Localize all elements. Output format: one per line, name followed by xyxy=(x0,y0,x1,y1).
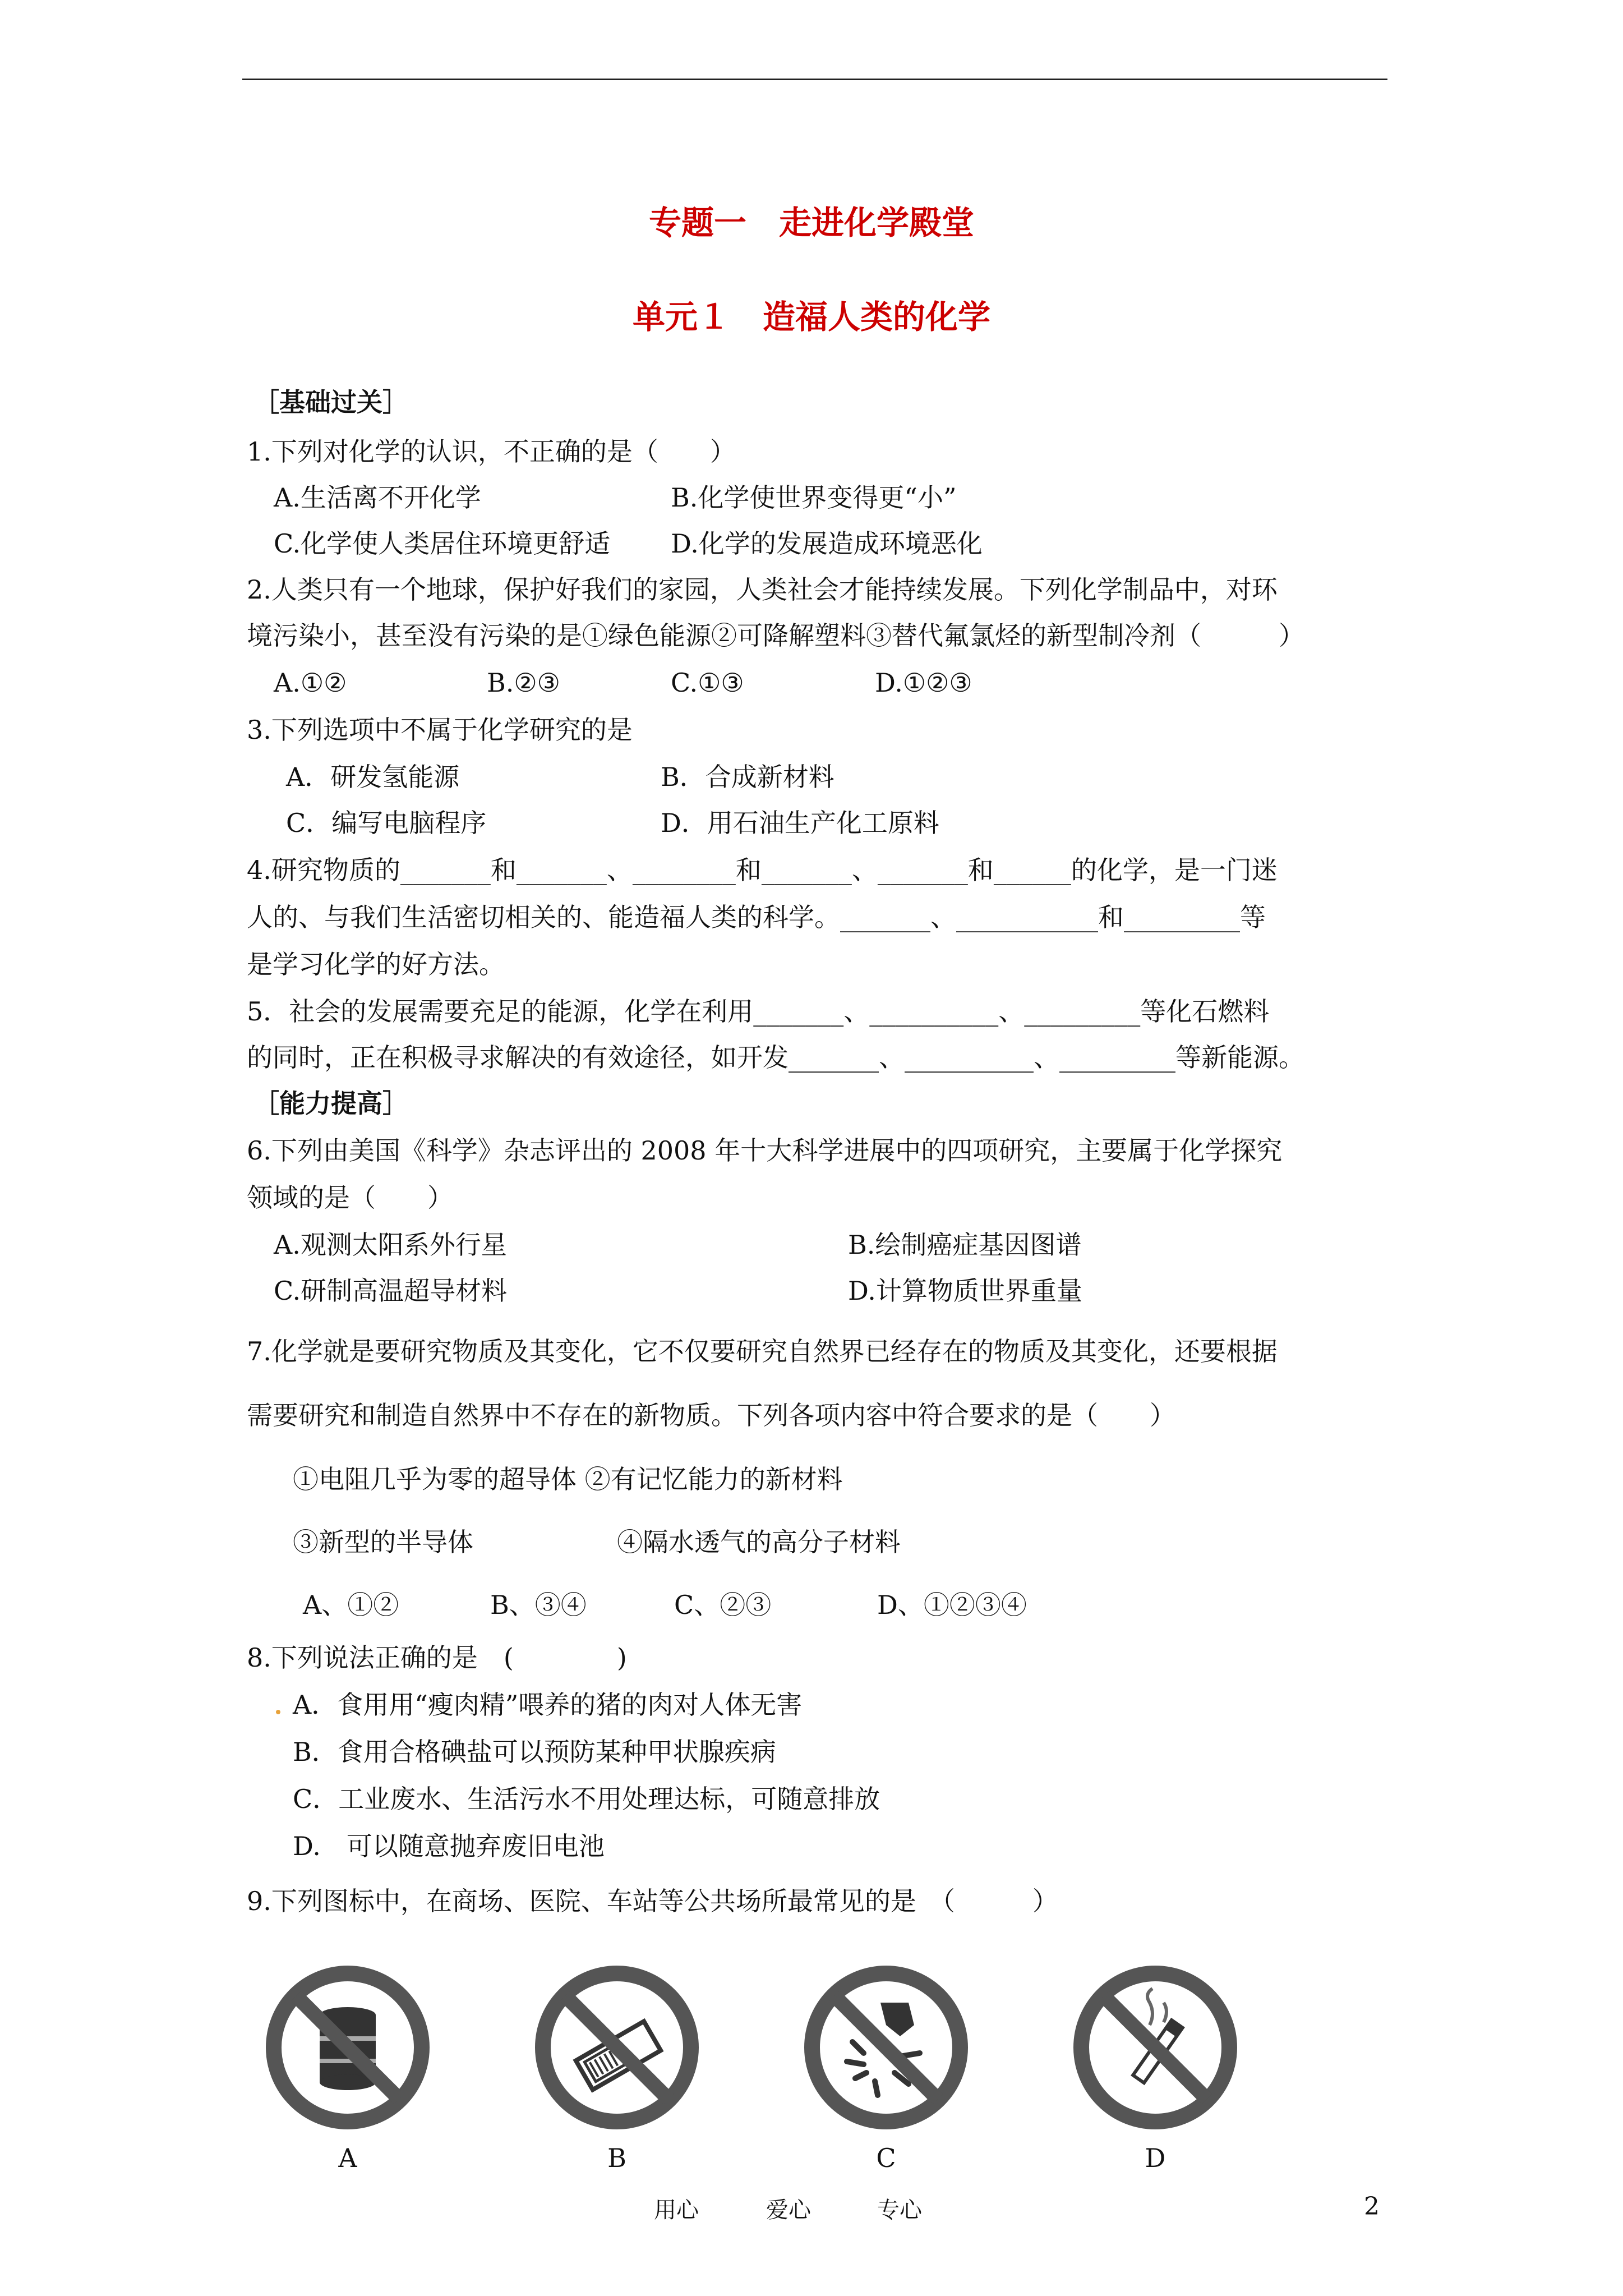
q3-option-a: A．研发氢能源 xyxy=(286,762,460,792)
q7-line-1: 7.化学就是要研究物质及其变化，它不仅要研究自然界已经存在的物质及其变化，还要根据 xyxy=(247,1336,1278,1366)
q2-option-d: D.①②③ xyxy=(875,668,972,698)
no-smoking-icon xyxy=(1071,1963,1239,2132)
q4-line-2: 人的、与我们生活密切相关的、能造福人类的科学。_______、___________和_________等 xyxy=(247,902,1266,932)
q1-option-c: C.化学使人类居住环境更舒适 xyxy=(274,528,611,559)
sign-label-a: A xyxy=(338,2143,357,2173)
q3-option-d: D．用石油生产化工原料 xyxy=(661,808,939,838)
section-advanced: ［能力提高］ xyxy=(253,1088,408,1119)
q8-option-d: D. 可以随意抛弃废旧电池 xyxy=(293,1831,605,1861)
no-matches-icon xyxy=(533,1963,701,2132)
q5-line-1: 5．社会的发展需要充足的能源，化学在利用_______、__________、_________等化石燃料 xyxy=(247,996,1270,1027)
q2-option-a: A.①② xyxy=(274,668,347,698)
page-title: 专题一 走进化学殿堂 xyxy=(648,204,974,242)
q8-option-c: C．工业废水、生活污水不用处理达标，可随意排放 xyxy=(293,1784,880,1814)
q6-option-d: D.计算物质世界重量 xyxy=(848,1276,1082,1306)
q2-line-2: 境污染小，甚至没有污染的是①绿色能源②可降解塑料③替代氟氯烃的新型制冷剂（ ） xyxy=(247,620,1304,651)
q1-stem: 1.下列对化学的认识，不正确的是（ ） xyxy=(247,436,736,467)
footer-motto-1: 用心 xyxy=(654,2197,699,2223)
q1-option-b: B.化学使世界变得更“小” xyxy=(671,482,957,513)
stray-mark xyxy=(276,1710,280,1714)
sign-label-c: C xyxy=(876,2143,896,2173)
q8-option-a: A．食用用“瘦肉精”喂养的猪的肉对人体无害 xyxy=(293,1690,803,1720)
no-fireworks-icon xyxy=(802,1963,970,2132)
q3-option-b: B．合成新材料 xyxy=(661,762,834,792)
q6-line-1: 6.下列由美国《科学》杂志评出的 2008 年十大科学进展中的四项研究，主要属于化学探究 xyxy=(247,1135,1283,1166)
page-number: 2 xyxy=(1364,2192,1380,2221)
footer-motto-3: 专心 xyxy=(877,2197,922,2223)
q6-option-c: C.研制高温超导材料 xyxy=(274,1276,508,1306)
q7-option-a: A、①② xyxy=(303,1590,399,1620)
q6-option-a: A.观测太阳系外行星 xyxy=(274,1230,507,1260)
page-subtitle: 单元１ 造福人类的化学 xyxy=(632,298,990,336)
footer-motto-2: 爱心 xyxy=(766,2197,811,2223)
q2-option-b: B.②③ xyxy=(487,668,560,698)
q7-option-b: B、③④ xyxy=(490,1590,587,1620)
q6-line-2: 领域的是（ ） xyxy=(247,1182,453,1213)
header-rule xyxy=(242,79,1387,80)
q4-line-1: 4.研究物质的_______和_______、________和_______、_______和______的化学，是一门迷 xyxy=(247,855,1278,885)
q7-item-4: ④隔水透气的高分子材料 xyxy=(617,1527,901,1557)
q3-stem: 3.下列选项中不属于化学研究的是 xyxy=(247,715,633,745)
q5-line-2: 的同时，正在积极寻求解决的有效途径，如开发_______、__________、_________等新能源。 xyxy=(247,1042,1304,1073)
q1-option-d: D.化学的发展造成环境恶化 xyxy=(671,528,983,559)
q1-option-a: A.生活离不开化学 xyxy=(274,482,481,513)
q9-stem: 9.下列图标中，在商场、医院、车站等公共场所最常见的是 （ ） xyxy=(247,1886,1058,1916)
q6-option-b: B.绘制癌症基因图谱 xyxy=(848,1230,1082,1260)
sign-label-d: D xyxy=(1145,2143,1166,2173)
q4-line-3: 是学习化学的好方法。 xyxy=(247,949,505,979)
no-oil-drum-icon xyxy=(264,1963,432,2132)
sign-label-b: B xyxy=(607,2143,626,2173)
q7-option-d: D、①②③④ xyxy=(877,1590,1027,1620)
q7-option-c: C、②③ xyxy=(674,1590,772,1620)
q3-option-c: C．编写电脑程序 xyxy=(286,808,487,838)
q7-items-1-2: ①电阻几乎为零的超导体 ②有记忆能力的新材料 xyxy=(293,1464,843,1494)
q2-option-c: C.①③ xyxy=(671,668,744,698)
q2-line-1: 2.人类只有一个地球，保护好我们的家园，人类社会才能持续发展。下列化学制品中，对环 xyxy=(247,574,1278,605)
q7-line-2: 需要研究和制造自然界中不存在的新物质。下列各项内容中符合要求的是（ ） xyxy=(247,1400,1175,1430)
section-basic: ［基础过关］ xyxy=(253,387,408,417)
q8-option-b: B．食用合格碘盐可以预防某种甲状腺疾病 xyxy=(293,1737,776,1767)
q8-stem: 8.下列说法正确的是 ( ) xyxy=(247,1642,627,1673)
q7-item-3: ③新型的半导体 xyxy=(293,1527,473,1557)
